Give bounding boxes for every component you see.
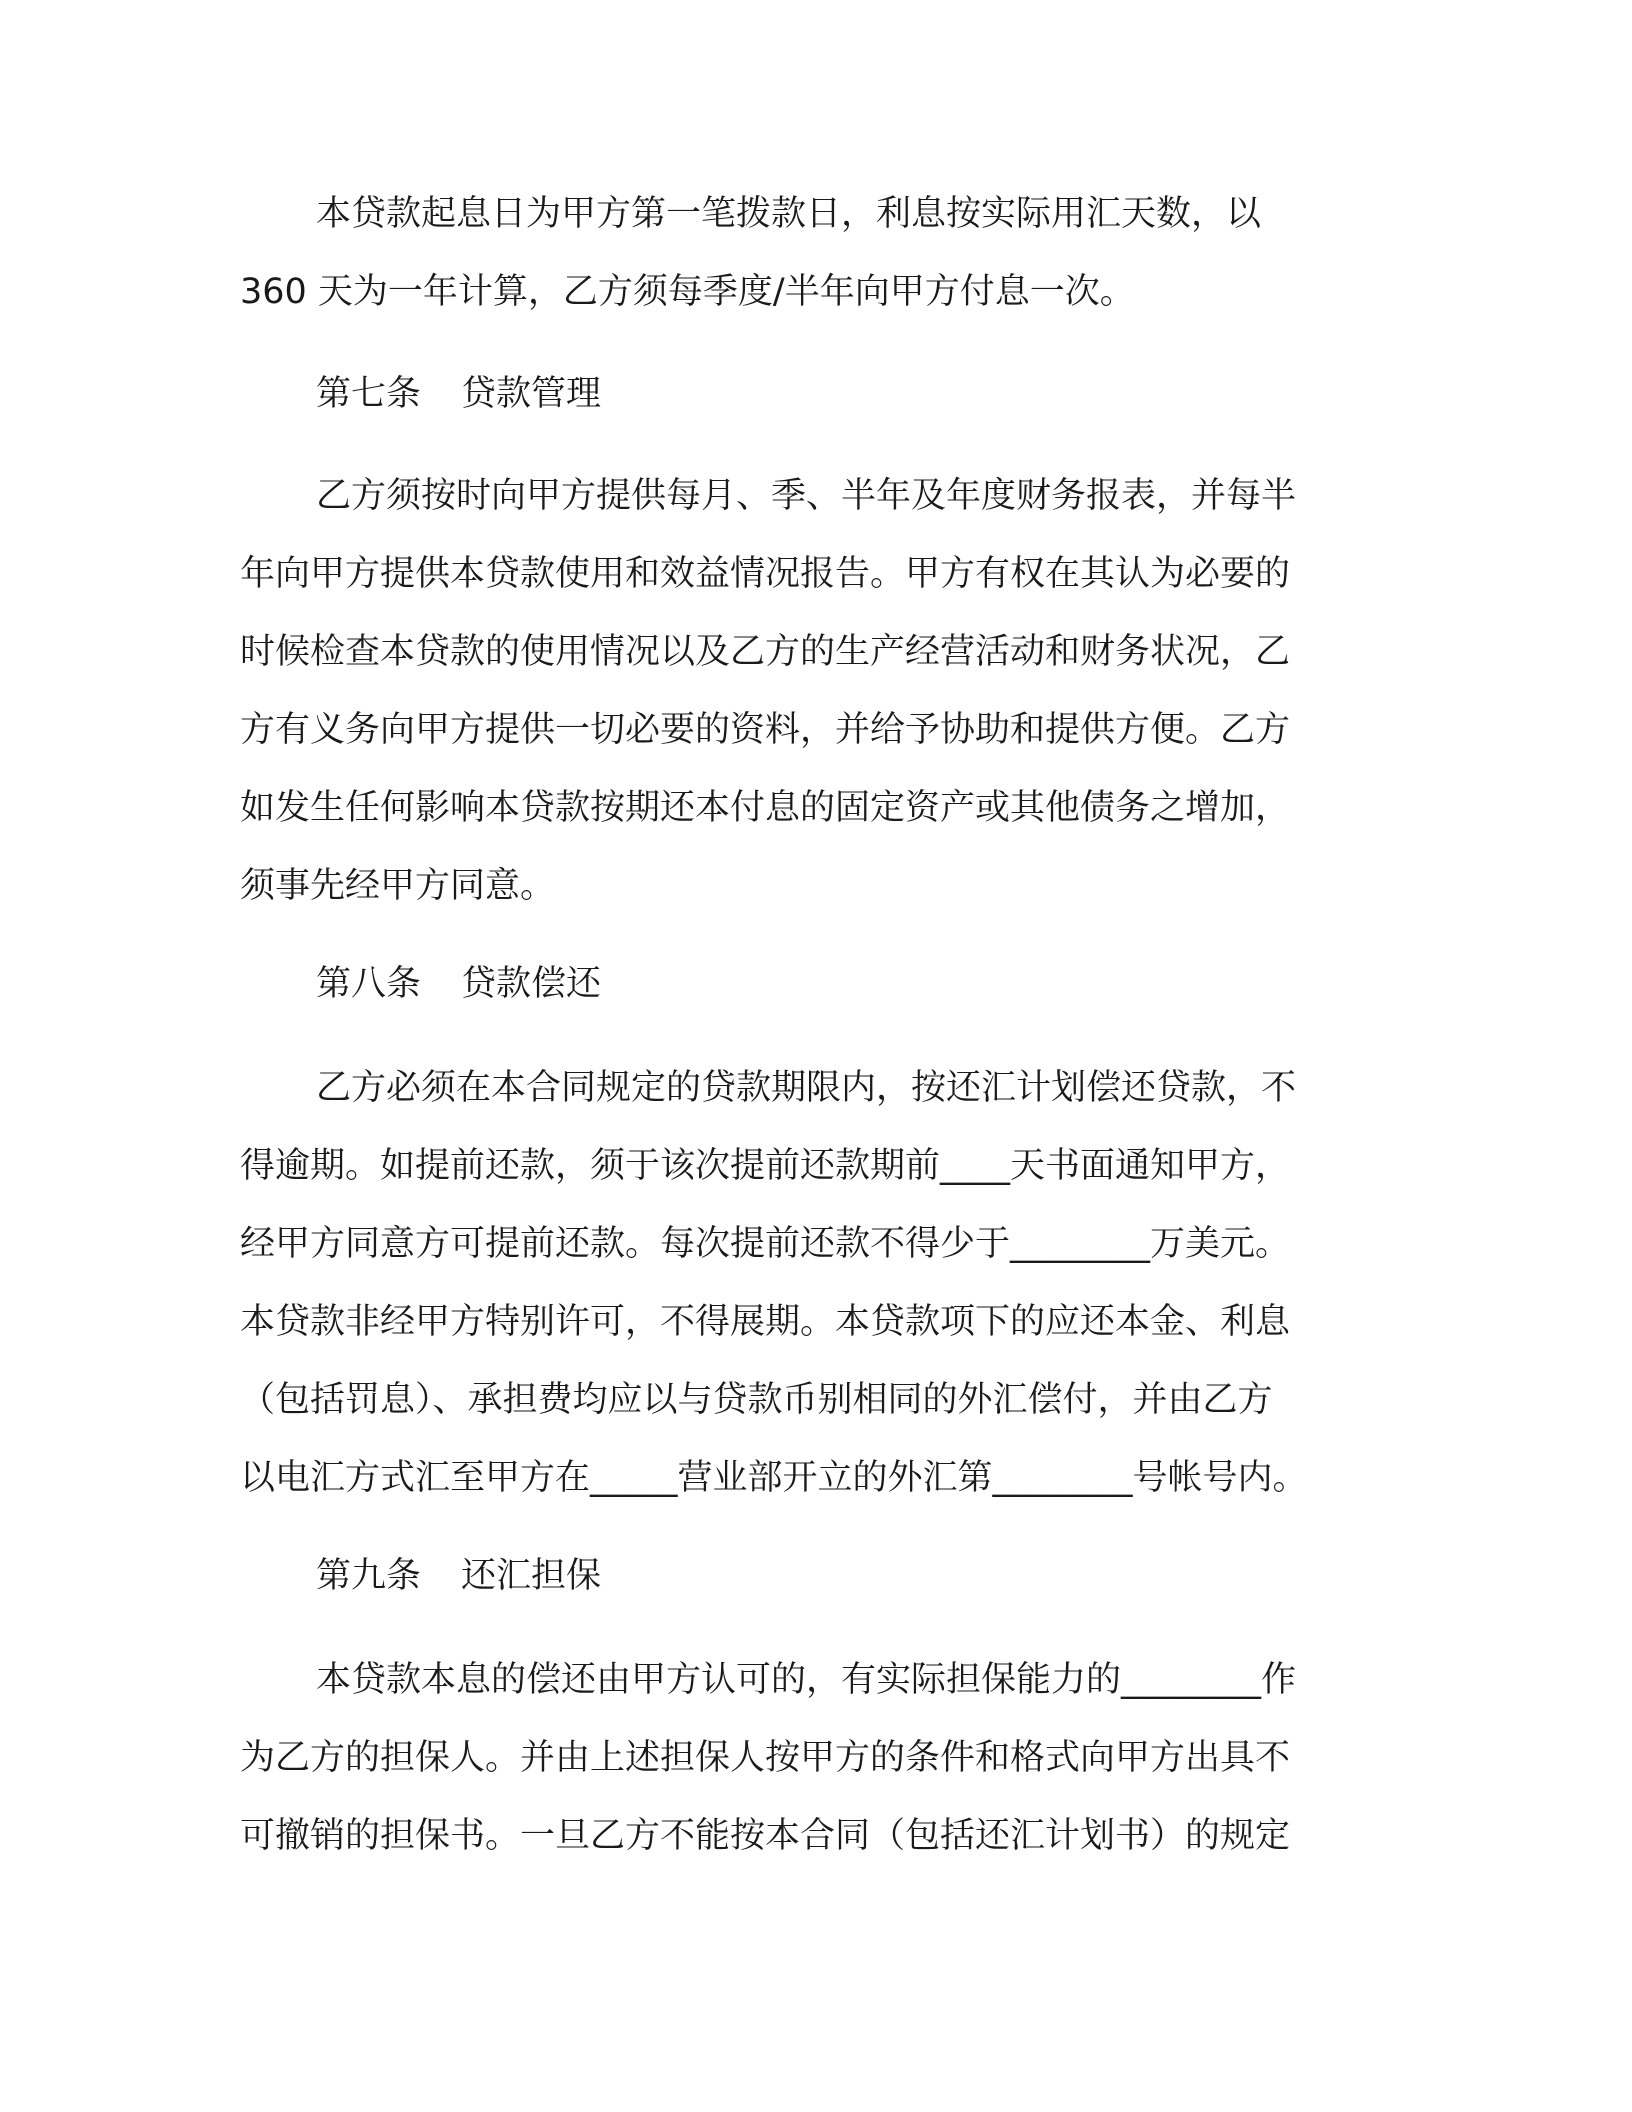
article-number: 第八条 (316, 964, 422, 1004)
article-title: 贷款管理 (461, 374, 602, 414)
paragraph-line: 本贷款本息的偿还由甲方认可的，有实际担保能力的________作 (316, 1660, 1297, 1700)
paragraph-line: 得逾期。如提前还款，须于该次提前还款期前____天书面通知甲方， (240, 1146, 1291, 1186)
paragraph-line: 经甲方同意方可提前还款。每次提前还款不得少于________万美元。 (240, 1224, 1291, 1264)
article-title: 还汇担保 (461, 1556, 602, 1596)
article-title: 贷款偿还 (461, 964, 602, 1004)
paragraph-line: 为乙方的担保人。并由上述担保人按甲方的条件和格式向甲方出具不 (240, 1738, 1291, 1778)
paragraph-line: 如发生任何影响本贷款按期还本付息的固定资产或其他债务之增加， (240, 788, 1291, 828)
paragraph-line: 360 天为一年计算，乙方须每季度/半年向甲方付息一次。 (240, 272, 1135, 312)
paragraph-line: 时候检查本贷款的使用情况以及乙方的生产经营活动和财务状况，乙 (240, 632, 1291, 672)
paragraph-line: 年向甲方提供本贷款使用和效益情况报告。甲方有权在其认为必要的 (240, 554, 1291, 594)
article-number: 第七条 (316, 374, 422, 414)
paragraph-line: 方有义务向甲方提供一切必要的资料，并给予协助和提供方便。乙方 (240, 710, 1291, 750)
article-heading (316, 1554, 601, 1598)
paragraph-line: 须事先经甲方同意。 (240, 866, 556, 906)
paragraph-line: 以电汇方式汇至甲方在_____营业部开立的外汇第________号帐号内。 (240, 1458, 1308, 1498)
paragraph-line: 乙方须按时向甲方提供每月、季、半年及年度财务报表，并每半 (316, 476, 1297, 516)
article-number: 第九条 (316, 1556, 422, 1596)
article-heading (316, 962, 601, 1006)
paragraph-line: （包括罚息）、承担费均应以与贷款币别相同的外汇偿付，并由乙方 (240, 1380, 1273, 1420)
paragraph-line: 本贷款非经甲方特别许可，不得展期。本贷款项下的应还本金、利息 (240, 1302, 1291, 1342)
article-heading (316, 372, 601, 416)
paragraph-line: 乙方必须在本合同规定的贷款期限内，按还汇计划偿还贷款，不 (316, 1068, 1297, 1108)
paragraph-line: 可撤销的担保书。一旦乙方不能按本合同（包括还汇计划书）的规定 (240, 1816, 1291, 1856)
paragraph-line: 本贷款起息日为甲方第一笔拨款日，利息按实际用汇天数，以 (316, 194, 1262, 234)
